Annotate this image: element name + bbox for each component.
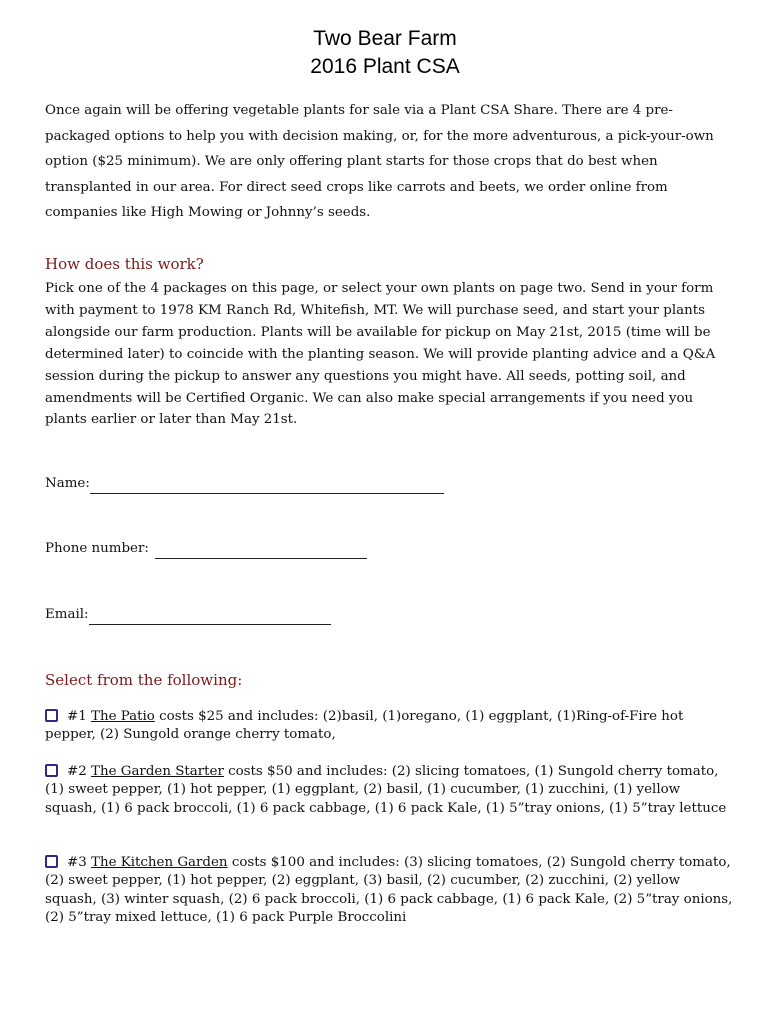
package-1-details: costs $25 and includes: (2)basil, (1)oregano, (1) eggplant, (1)Ring-of-Fire hot pepper, (2) Sungold orange cherry tomato,: [45, 709, 684, 743]
phone-label: Phone number:: [45, 541, 149, 556]
package-3-name: The Kitchen Garden: [91, 855, 228, 870]
email-label: Email:: [45, 607, 89, 622]
package-2-details: costs $50 and includes: (2) slicing tomatoes, (1) Sungold cherry tomato, (1) sweet pepper, (1) hot pepper, (1) eggplant, (2) basil, (1) cucumber, (1) zucchini, (1) yellow squash, (1) 6 pack broccoli, (1) 6 pack cabbage, (1) 6 pack Kale, (1) 5”tray onions, (1) 5”tray lettuce: [45, 764, 727, 816]
name-label: Name:: [45, 476, 90, 491]
package-1-checkbox[interactable]: [45, 709, 58, 722]
csa-title: 2016 Plant CSA: [310, 55, 460, 78]
email-field: [45, 605, 331, 625]
intro-paragraph: Once again will be offering vegetable plants for sale via a Plant CSA Share. There are 4 pre-packaged options to help you with decision making, or, for the more adventurous, a pick-your-own option ($25 minimum). We are only offering plant starts for those crops that do best when transplanted in our area. For direct seed crops like carrots and beets, we order online from companies like High Mowing or Johnny’s seeds.: [45, 103, 714, 220]
package-2-number: #2: [67, 764, 87, 779]
package-2-name: The Garden Starter: [91, 764, 224, 779]
phone-input-line[interactable]: [155, 544, 367, 559]
email-input-line[interactable]: [89, 610, 331, 625]
name-field: [45, 474, 444, 494]
how-it-works-paragraph: Pick one of the 4 packages on this page, or select your own plants on page two. Send in your form with payment to 1978 KM Ranch Rd, Whitefish, MT. We will purchase seed, and start your plants alongside our farm production. Plants will be available for pickup on May 21st, 2015 (time will be determined later) to coincide with the planting season. We will provide planting advice and a Q&A session during the pickup to answer any questions you might have. All seeds, potting soil, and amendments will be Certified Organic. We can also make special arrangements if you need you plants earlier or later than May 21st.: [45, 281, 716, 428]
name-input-line[interactable]: [90, 479, 444, 494]
package-2-checkbox[interactable]: [45, 764, 58, 777]
package-option-garden-starter: [45, 763, 735, 818]
package-option-patio: [45, 708, 735, 745]
package-1-number: #1: [67, 709, 87, 724]
package-3-number: #3: [67, 855, 87, 870]
phone-field: [45, 539, 367, 559]
select-heading: Select from the following:: [45, 671, 243, 689]
how-it-works-heading: How does this work?: [45, 255, 204, 273]
package-1-name: The Patio: [91, 709, 155, 724]
package-3-checkbox[interactable]: [45, 855, 58, 868]
package-option-kitchen-garden: [45, 854, 735, 927]
farm-title: Two Bear Farm: [313, 27, 457, 50]
package-3-details: costs $100 and includes: (3) slicing tomatoes, (2) Sungold cherry tomato, (2) sweet pepper, (1) hot pepper, (2) eggplant, (3) basil, (2) cucumber, (2) zucchini, (2) yellow squash, (3) winter squash, (2) 6 pack broccoli, (1) 6 pack cabbage, (1) 6 pack Kale, (2) 5”tray onions, (2) 5”tray mixed lettuce, (1) 6 pack Purple Broccolini: [45, 855, 733, 925]
